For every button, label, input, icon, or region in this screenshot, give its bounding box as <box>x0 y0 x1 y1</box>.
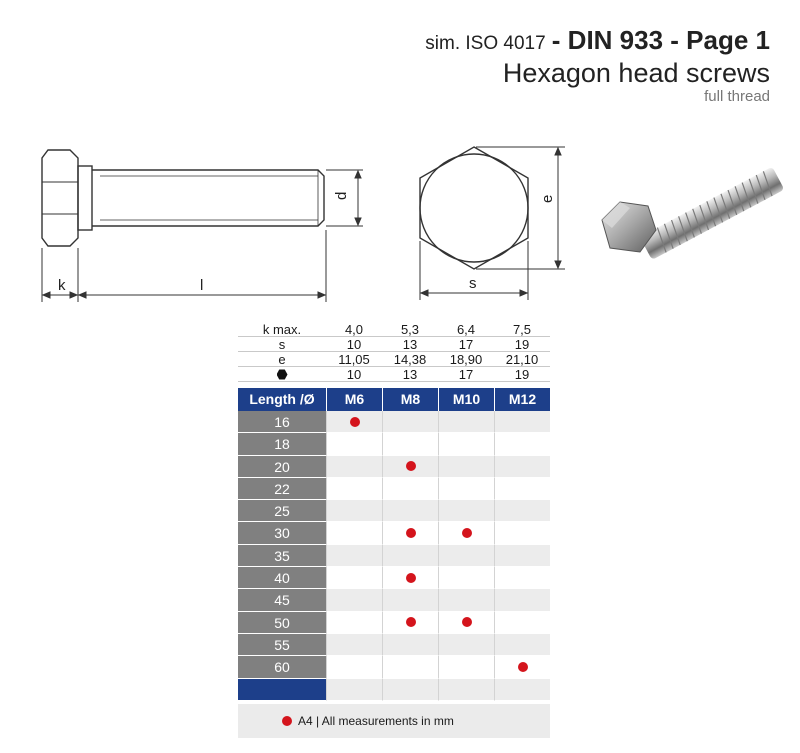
dim-e-label: e <box>539 194 556 203</box>
dim-d-label: d <box>333 191 350 200</box>
availability-cell <box>494 478 550 500</box>
availability-cell <box>326 589 382 611</box>
availability-table <box>238 388 550 701</box>
availability-cell <box>438 522 494 544</box>
availability-cell <box>494 634 550 656</box>
end-view-drawing <box>410 135 570 305</box>
table-header-row <box>238 388 550 411</box>
legend-footer <box>238 704 550 738</box>
availability-cell <box>438 634 494 656</box>
length-cell: 18 <box>238 433 326 455</box>
length-column-header: Length /Ø <box>249 391 315 407</box>
availability-cell <box>438 589 494 611</box>
length-cell: 35 <box>238 545 326 567</box>
hex-wrench-icon <box>277 369 288 380</box>
spec-value: 10 <box>346 367 362 382</box>
availability-dot-icon <box>406 573 416 583</box>
availability-cell <box>326 656 382 678</box>
availability-cell <box>382 545 438 567</box>
table-row <box>238 589 550 611</box>
availability-cell <box>438 612 494 634</box>
hex-wrench-icon <box>238 367 326 381</box>
spec-value: 11,05 <box>338 352 370 367</box>
spec-value: 13 <box>402 367 418 382</box>
spec-value: 4,0 <box>344 322 364 337</box>
column-header-m6: M6 <box>326 388 382 411</box>
spec-row <box>238 367 550 382</box>
spec-value: 6,4 <box>456 322 476 337</box>
availability-cell <box>438 545 494 567</box>
availability-dot-icon <box>518 662 528 672</box>
availability-cell <box>326 567 382 589</box>
availability-cell <box>382 589 438 611</box>
availability-cell <box>326 478 382 500</box>
availability-dot-icon <box>406 617 416 627</box>
table-row <box>238 411 550 433</box>
table-row <box>238 522 550 544</box>
availability-cell <box>438 656 494 678</box>
table-body <box>238 411 550 701</box>
availability-cell <box>438 433 494 455</box>
availability-cell <box>326 433 382 455</box>
availability-dot-icon <box>406 528 416 538</box>
length-cell: 30 <box>238 522 326 544</box>
column-header-m8: M8 <box>382 388 438 411</box>
table-row <box>238 612 550 634</box>
column-header-m10: M10 <box>438 388 494 411</box>
availability-cell <box>494 567 550 589</box>
spec-value: 19 <box>514 337 530 352</box>
availability-cell <box>326 679 382 701</box>
availability-cell <box>382 411 438 433</box>
length-cell-blank <box>238 679 326 701</box>
availability-cell <box>494 411 550 433</box>
availability-cell <box>494 545 550 567</box>
availability-cell <box>326 545 382 567</box>
availability-cell <box>326 612 382 634</box>
spec-value: 17 <box>458 367 474 382</box>
availability-cell <box>382 433 438 455</box>
length-cell: 25 <box>238 500 326 522</box>
availability-cell <box>382 522 438 544</box>
availability-cell <box>382 500 438 522</box>
spec-row <box>238 352 550 367</box>
availability-cell <box>382 656 438 678</box>
spec-row <box>238 337 550 352</box>
dim-s-label: s <box>469 275 477 292</box>
thread-note: full thread <box>704 88 770 105</box>
spec-value: 17 <box>458 337 474 352</box>
availability-cell <box>438 411 494 433</box>
table-row <box>238 545 550 567</box>
dim-l-label: l <box>200 277 204 294</box>
availability-cell <box>326 456 382 478</box>
availability-cell <box>382 612 438 634</box>
table-row <box>238 500 550 522</box>
availability-cell <box>326 500 382 522</box>
spec-value: 19 <box>514 367 530 382</box>
length-cell: 20 <box>238 456 326 478</box>
spec-value: 14,38 <box>393 352 427 367</box>
length-cell: 45 <box>238 589 326 611</box>
screw-photo <box>590 150 790 300</box>
length-cell: 60 <box>238 656 326 678</box>
iso-reference: sim. ISO 4017 <box>425 33 546 54</box>
table-row <box>238 433 550 455</box>
table-row <box>238 634 550 656</box>
spec-value: 5,3 <box>400 322 420 337</box>
availability-cell <box>382 456 438 478</box>
spec-value: 13 <box>402 337 418 352</box>
table-row <box>238 656 550 678</box>
title-block <box>425 26 770 106</box>
availability-cell <box>494 656 550 678</box>
availability-dot-icon <box>462 528 472 538</box>
legend-text: A4 | All measurements in mm <box>298 714 454 728</box>
availability-cell <box>494 433 550 455</box>
spec-value: 10 <box>346 337 362 352</box>
length-cell: 40 <box>238 567 326 589</box>
availability-cell <box>438 500 494 522</box>
table-row-blank <box>238 679 550 701</box>
availability-dot-icon <box>406 461 416 471</box>
availability-cell <box>438 456 494 478</box>
availability-cell <box>326 522 382 544</box>
length-cell: 16 <box>238 411 326 433</box>
availability-cell <box>382 679 438 701</box>
table-row <box>238 478 550 500</box>
availability-cell <box>326 411 382 433</box>
length-cell: 22 <box>238 478 326 500</box>
availability-dot-icon <box>350 417 360 427</box>
spec-label: e <box>278 352 286 367</box>
availability-cell <box>494 522 550 544</box>
spec-label: k max. <box>262 322 302 337</box>
din-standard: - DIN 933 - Page 1 <box>551 25 770 55</box>
column-header-m12: M12 <box>494 388 550 411</box>
availability-cell <box>494 456 550 478</box>
length-cell: 50 <box>238 612 326 634</box>
availability-cell <box>494 612 550 634</box>
availability-cell <box>438 567 494 589</box>
spec-row <box>238 322 550 337</box>
availability-cell <box>382 567 438 589</box>
dim-k-label: k <box>58 277 66 294</box>
availability-cell <box>382 634 438 656</box>
table-row <box>238 567 550 589</box>
spec-table <box>238 322 550 382</box>
availability-cell <box>438 478 494 500</box>
spec-value: 18,90 <box>449 352 483 367</box>
availability-cell <box>382 478 438 500</box>
length-cell: 55 <box>238 634 326 656</box>
product-name: Hexagon head screws <box>502 58 770 88</box>
availability-cell <box>438 679 494 701</box>
availability-dot-icon <box>462 617 472 627</box>
availability-cell <box>326 634 382 656</box>
table-row <box>238 456 550 478</box>
availability-cell <box>494 500 550 522</box>
title-line <box>425 26 770 58</box>
availability-dot-icon <box>282 716 292 726</box>
spec-value: 7,5 <box>512 322 532 337</box>
side-view-drawing <box>28 140 368 305</box>
spec-label: s <box>278 337 286 352</box>
availability-cell <box>494 679 550 701</box>
spec-value: 21,10 <box>505 352 539 367</box>
availability-cell <box>494 589 550 611</box>
